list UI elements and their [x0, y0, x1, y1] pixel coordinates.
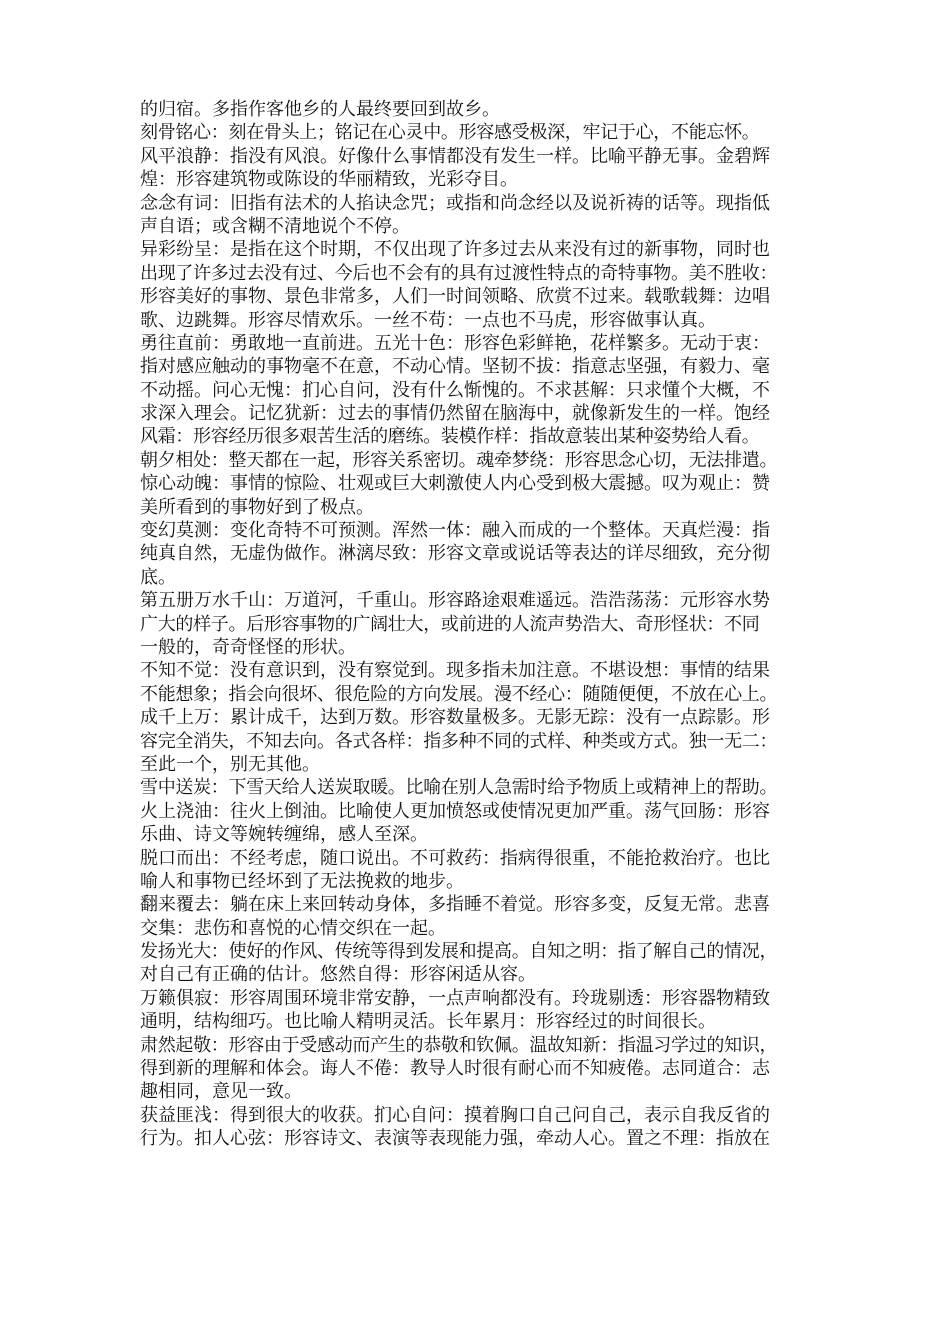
text-line: 通明，结构细巧。也比喻人精明灵活。长年累月：形容经过的时间很长。 — [140, 1011, 716, 1033]
text-line: 一般的，奇奇怪怪的形状。 — [140, 636, 356, 658]
text-line: 不能想象；指会向很坏、很危险的方向发展。漫不经心：随随便便，不放在心上。 — [140, 683, 778, 705]
text-line: 刻骨铭心：刻在骨头上；铭记在心灵中。形容感受极深，牢记于心，不能忘怀。 — [140, 122, 760, 144]
text-line: 翻来覆去：躺在床上来回转动身体，多指睡不着觉。形容多变，反复无常。悲喜 — [140, 894, 770, 916]
text-line: 脱口而出：不经考虑，随口说出。不可救药：指病得很重，不能抢救治疗。也比 — [140, 847, 770, 869]
text-line: 勇往直前：勇敢地一直前进。五光十色：形容色彩鲜艳，花样繁多。无动于衷： — [140, 332, 770, 354]
text-line: 行为。扣人心弦：形容诗文、表演等表现能力强，牵动人心。置之不理：指放在 — [140, 1128, 770, 1150]
text-line: 趣相同，意见一致。 — [140, 1081, 302, 1103]
text-line: 万籁俱寂：形容周围环境非常安静，一点声响都没有。玲珑剔透：形容器物精致 — [140, 987, 770, 1009]
text-line: 风霜：形容经历很多艰苦生活的磨练。装模作样：指故意装出某种姿势给人看。 — [140, 426, 760, 448]
text-line: 喻人和事物已经坏到了无法挽救的地步。 — [140, 870, 464, 892]
text-line: 第五册万水千山：万道河，千重山。形容路途艰难遥远。浩浩荡荡：元形容水势 — [140, 590, 770, 612]
text-line: 获益匪浅：得到很大的收获。扪心自问：摸着胸口自己问自己，表示自我反省的 — [140, 1104, 770, 1126]
text-line: 异彩纷呈：是指在这个时期，不仅出现了许多过去从来没有过的新事物，同时也 — [140, 239, 770, 261]
text-line: 煌：形容建筑物或陈设的华丽精致，光彩夺目。 — [140, 169, 518, 191]
text-line: 美所看到的事物好到了极点。 — [140, 496, 374, 518]
text-line: 变幻莫测：变化奇特不可预测。浑然一体：融入而成的一个整体。天真烂漫：指 — [140, 520, 770, 542]
text-line: 求深入理会。记忆犹新：过去的事情仍然留在脑海中，就像新发生的一样。饱经 — [140, 403, 770, 425]
text-line: 对自己有正确的估计。悠然自得：形容闲适从容。 — [140, 964, 536, 986]
text-line: 出现了许多过去没有过、今后也不会有的具有过渡性特点的奇特事物。美不胜收： — [140, 262, 778, 284]
document-body — [140, 98, 830, 1151]
text-line: 底。 — [140, 566, 176, 588]
text-line: 歌、边跳舞。形容尽情欢乐。一丝不苟：一点也不马虎，形容做事认真。 — [140, 309, 716, 331]
text-line: 形容美好的事物、景色非常多，人们一时间领略、欣赏不过来。载歌载舞：边唱 — [140, 286, 770, 308]
text-line: 朝夕相处：整天都在一起，形容关系密切。魂牵梦绕：形容思念心切，无法排遣。 — [140, 449, 778, 471]
text-line: 风平浪静：指没有风浪。好像什么事情都没有发生一样。比喻平静无事。金碧辉 — [140, 145, 770, 167]
text-line: 指对感应触动的事物毫不在意，不动心情。坚韧不拔：指意志坚强，有毅力、毫 — [140, 356, 770, 378]
text-line: 声自语；或含糊不清地说个不停。 — [140, 215, 410, 237]
text-line: 不动摇。问心无愧：扪心自问，没有什么惭愧的。不求甚解：只求懂个大概，不 — [140, 379, 770, 401]
text-line: 的归宿。多指作客他乡的人最终要回到故乡。 — [140, 99, 500, 120]
text-line: 发扬光大：使好的作风、传统等得到发展和提高。自知之明：指了解自己的情况， — [140, 941, 778, 963]
text-line: 念念有词：旧指有法术的人掐诀念咒；或指和尚念经以及说祈祷的话等。现指低 — [140, 192, 770, 214]
text-line: 至此一个，别无其他。 — [140, 753, 320, 775]
text-line: 雪中送炭：下雪天给人送炭取暖。比喻在别人急需时给予物质上或精神上的帮助。 — [140, 777, 778, 799]
text-line: 成千上万：累计成千，达到万数。形容数量极多。无影无踪：没有一点踪影。形 — [140, 707, 770, 729]
text-line: 广大的样子。后形容事物的广阔壮大，或前进的人流声势浩大、奇形怪状：不同 — [140, 613, 760, 635]
text-line: 得到新的理解和体会。诲人不倦：教导人时很有耐心而不知疲倦。志同道合：志 — [140, 1058, 770, 1080]
text-line: 火上浇油：往火上倒油。比喻使人更加愤怒或使情况更加严重。荡气回肠：形容 — [140, 800, 770, 822]
text-line: 交集：悲伤和喜悦的心情交织在一起。 — [140, 917, 446, 939]
text-line: 乐曲、诗文等婉转缠绵，感人至深。 — [140, 824, 428, 846]
text-line: 纯真自然，无虚伪做作。淋漓尽致：形容文章或说话等表达的详尽细致，充分彻 — [140, 543, 770, 565]
text-line: 肃然起敬：形容由于受感动而产生的恭敬和钦佩。温故知新：指温习学过的知识， — [140, 1034, 778, 1056]
text-line: 容完全消失，不知去向。各式各样：指多种不同的式样、种类或方式。独一无二： — [140, 730, 778, 752]
text-line: 惊心动魄：事情的惊险、壮观或巨大刺激使人内心受到极大震撼。叹为观止：赞 — [140, 473, 770, 495]
text-line: 不知不觉：没有意识到，没有察觉到。现多指未加注意。不堪设想：事情的结果 — [140, 660, 770, 682]
